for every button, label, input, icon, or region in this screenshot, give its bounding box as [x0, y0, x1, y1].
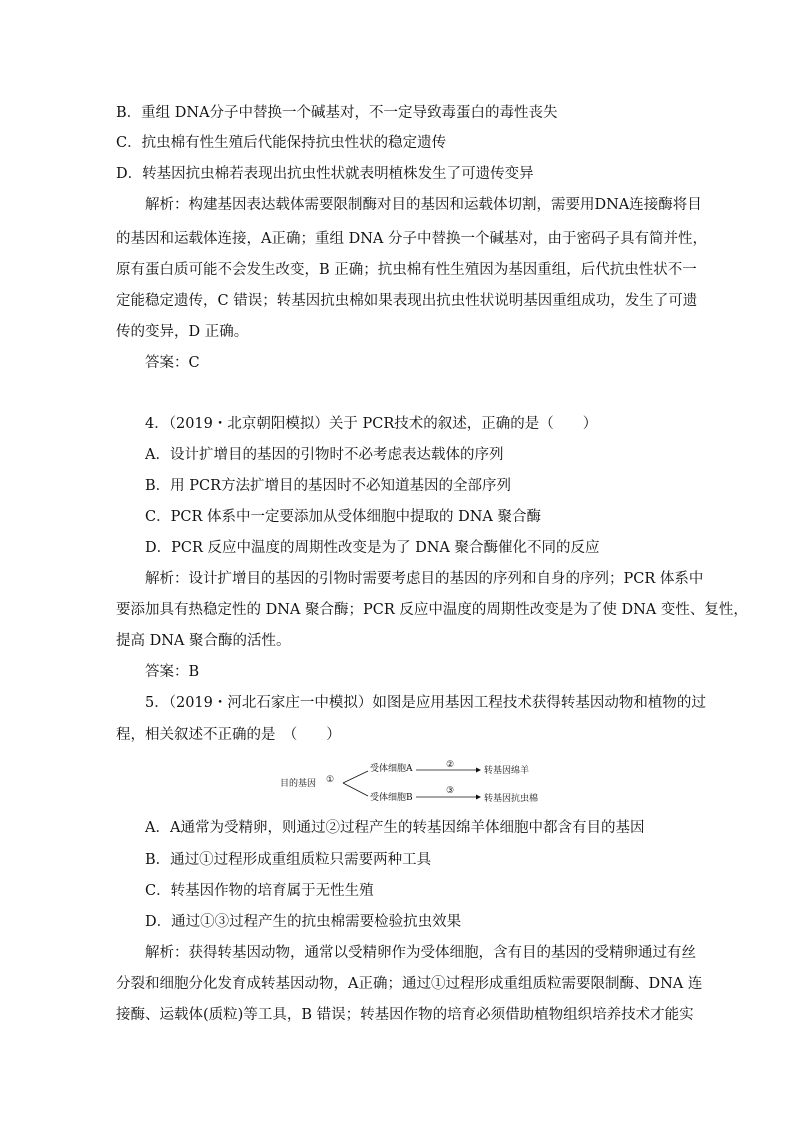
q5-option-d: D．通过①③过程产生的抗虫棉需要检验抗虫效果 — [145, 914, 462, 930]
diagram-branch-down — [343, 783, 368, 796]
q3-option-d: D．转基因抗虫棉若表现出抗虫性状就表明植株发生了可遗传变异 — [116, 166, 534, 182]
diagram-branch-up — [343, 771, 368, 783]
q4-option-a: A．设计扩增目的基因的引物时不必考虑表达载体的序列 — [145, 447, 504, 463]
diagram-recipient-a: 受体细胞A — [370, 764, 413, 774]
diagram-arrowhead-b — [476, 795, 481, 800]
gene-engineering-diagram — [280, 758, 580, 810]
diagram-arrowhead-a — [476, 768, 481, 773]
q3-analysis-line: 原有蛋白质可能不会发生改变，B 正确；抗虫棉有性生殖因为基因重组，后代抗虫性状不一 — [116, 262, 697, 278]
q4-option-c: C．PCR 体系中一定要添加从受体细胞中提取的 DNA 聚合酶 — [145, 509, 541, 525]
diagram-step-3: ③ — [446, 786, 455, 796]
diagram-source-label: 目的基因 — [280, 779, 317, 789]
q3-option-b: B．重组 DNA分子中替换一个碱基对，不一定导致毒蛋白的毒性丧失 — [116, 105, 558, 121]
diagram-step-1: ① — [326, 775, 335, 785]
diagram-step-2: ② — [446, 760, 455, 770]
q5-analysis-line: 分裂和细胞分化发育成转基因动物，A正确；通过①过程形成重组质粒需要限制酶、DNA 连 — [116, 976, 703, 992]
q3-analysis-line: 解析：构建基因表达载体需要限制酶对目的基因和运载体切割，需要用DNA连接酶将目 — [145, 197, 702, 213]
q4-option-b: B．用 PCR方法扩增目的基因时不必知道基因的全部序列 — [145, 478, 512, 494]
q5-option-c: C．转基因作物的培育属于无性生殖 — [145, 883, 374, 899]
q3-analysis-line: 的基因和运载体连接，A正确；重组 DNA 分子中替换一个碱基对，由于密码子具有简并性， — [116, 231, 707, 247]
q3-option-c: C．抗虫棉有性生殖后代能保持抗虫性状的稳定遗传 — [116, 135, 447, 151]
diagram-product-a: 转基因绵羊 — [484, 766, 530, 776]
q3-answer: 答案：C — [145, 355, 200, 371]
q4-analysis-line: 提高 DNA 聚合酶的活性。 — [116, 633, 291, 649]
q5-stem-line: 5．（2019・河北石家庄一中模拟）如图是应用基因工程技术获得转基因动物和植物的过 — [145, 695, 706, 711]
q4-stem: 4．（2019・北京朝阳模拟）关于 PCR技术的叙述，正确的是（ ） — [145, 416, 598, 432]
q5-analysis-line: 接酶、运载体(质粒)等工具，B 错误；转基因作物的培育必须借助植物组织培养技术才能实 — [116, 1007, 694, 1023]
q4-analysis-line: 解析：设计扩增目的基因的引物时需要考虑目的基因的序列和自身的序列；PCR 体系中 — [145, 571, 704, 587]
q3-analysis-line: 传的变异，D 正确。 — [116, 324, 249, 340]
q5-analysis-line: 解析：获得转基因动物，通常以受精卵作为受体细胞，含有目的基因的受精卵通过有丝 — [145, 945, 696, 961]
q4-option-d: D．PCR 反应中温度的周期性改变是为了 DNA 聚合酶催化不同的反应 — [145, 540, 600, 556]
q4-answer: 答案：B — [145, 664, 200, 680]
diagram-recipient-b: 受体细胞B — [370, 793, 413, 803]
q5-stem-line: 程，相关叙述不正确的是 （ ） — [116, 727, 341, 743]
q5-option-b: B．通过①过程形成重组质粒只需要两种工具 — [145, 852, 432, 868]
diagram-product-b: 转基因抗虫棉 — [484, 794, 539, 804]
q5-option-a: A．A通常为受精卵，则通过②过程产生的转基因绵羊体细胞中都含有目的基因 — [145, 820, 645, 836]
q3-analysis-line: 定能稳定遗传，C 错误；转基因抗虫棉如果表现出抗虫性状说明基因重组成功，发生了可遗 — [116, 293, 698, 309]
q4-analysis-line: 要添加具有热稳定性的 DNA 聚合酶；PCR 反应中温度的周期性改变是为了使 DNA 变性、复性， — [116, 602, 748, 618]
